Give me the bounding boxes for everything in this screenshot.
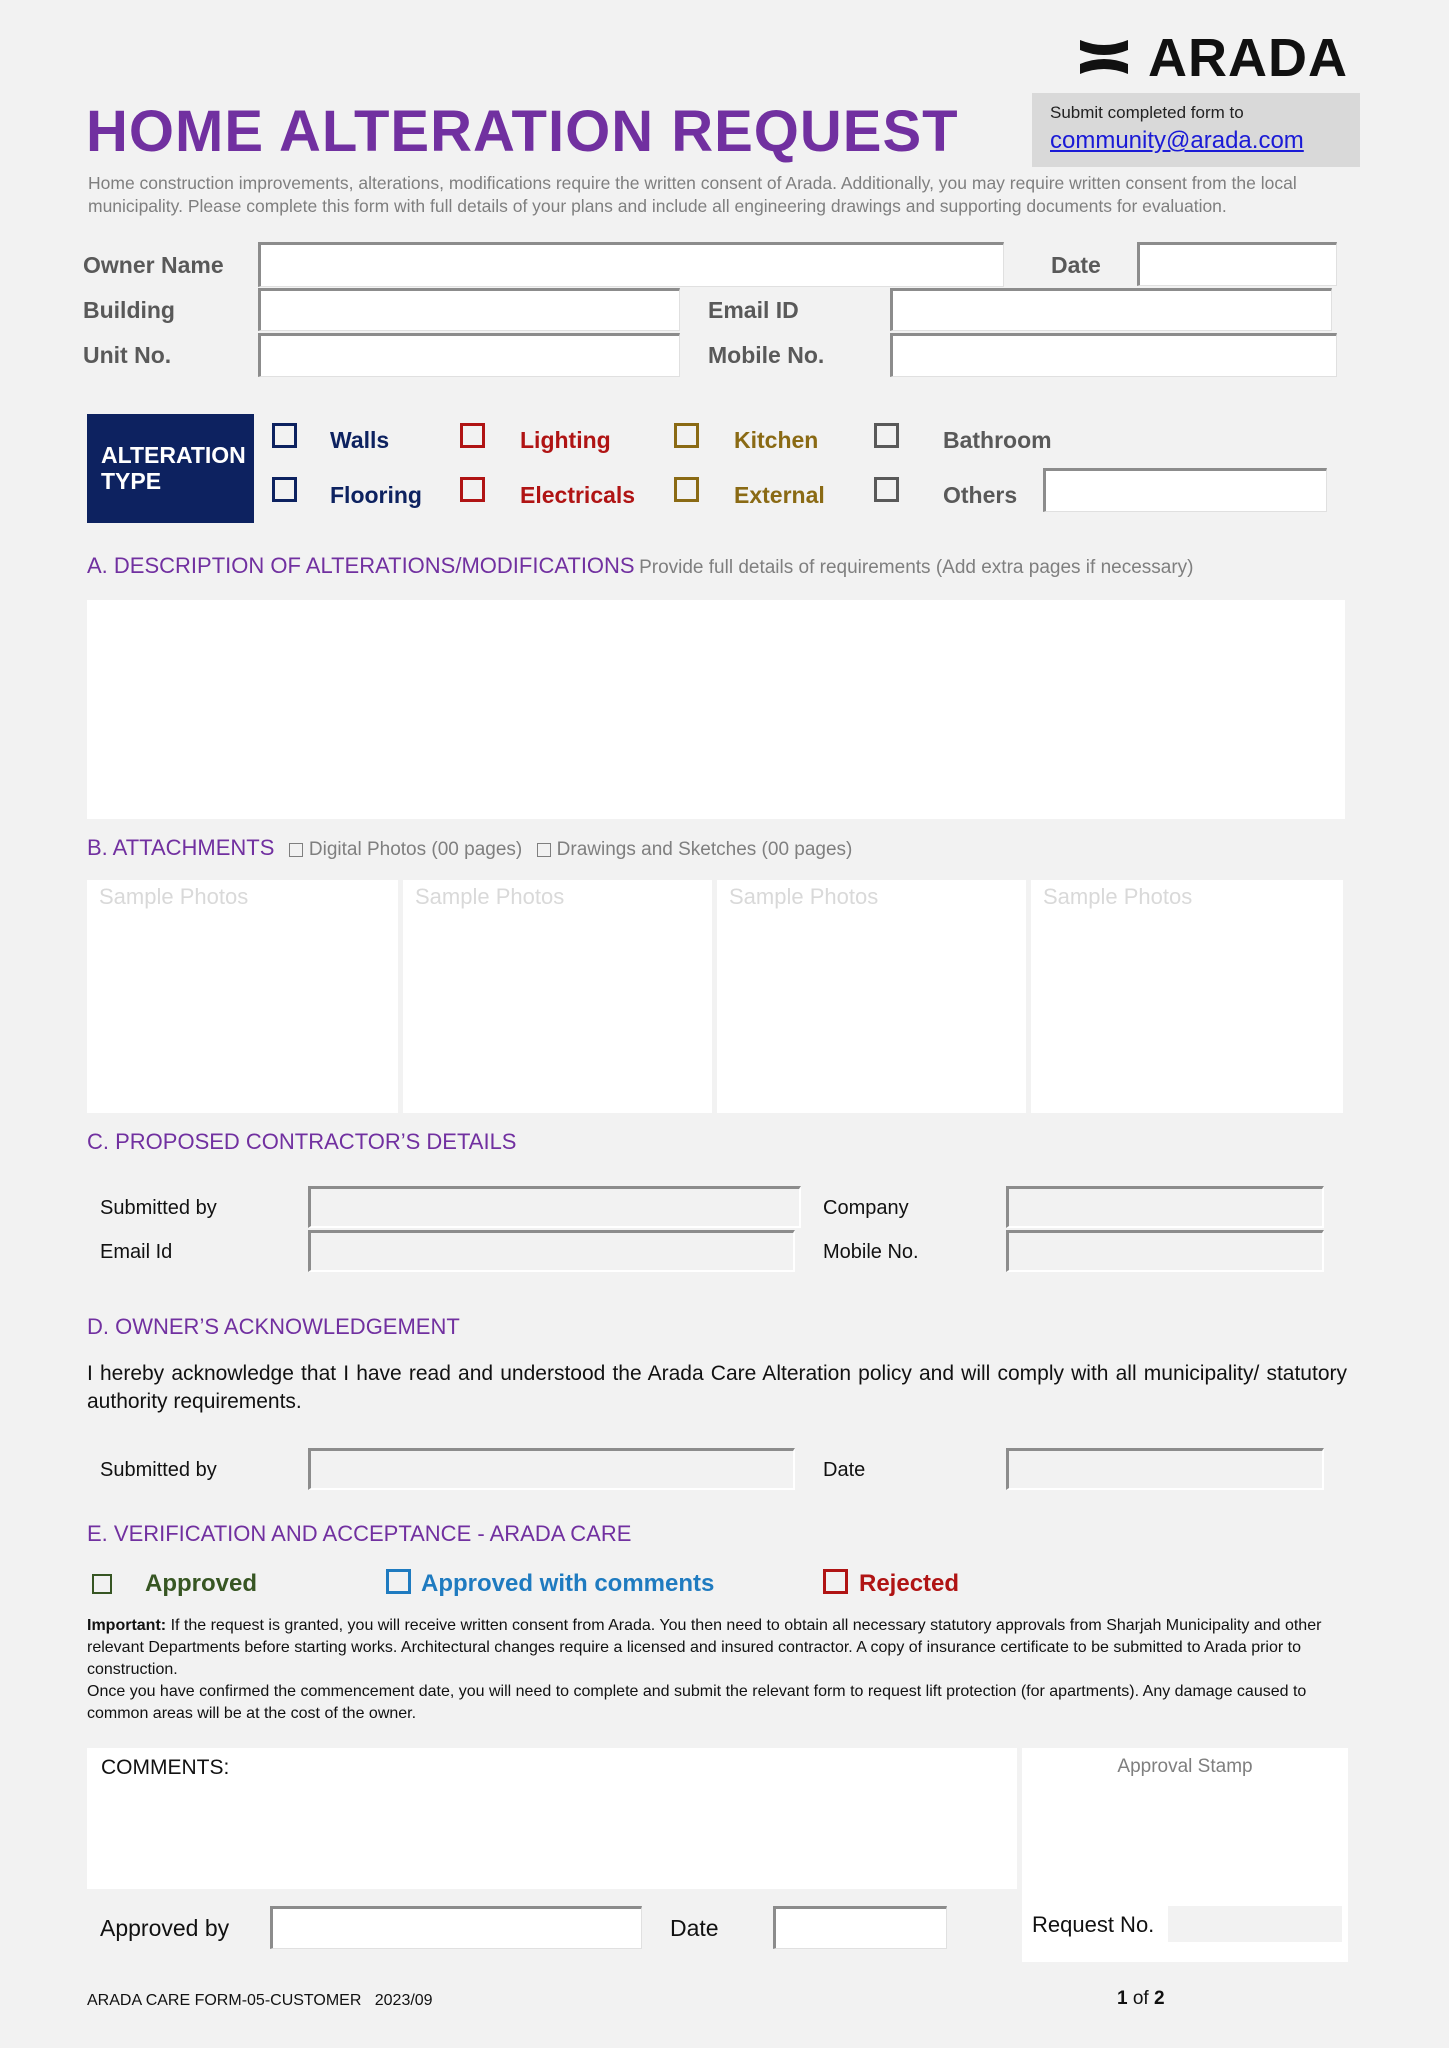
external-label: External: [734, 482, 825, 508]
drawings-option[interactable]: [537, 839, 853, 860]
mobile-no-label: Mobile No.: [708, 342, 825, 368]
photo-slot-2[interactable]: Sample Photos: [403, 880, 712, 1113]
owner-date-label: Date: [823, 1459, 866, 1481]
section-c-title: C. PROPOSED CONTRACTOR’S DETAILS: [87, 1129, 517, 1154]
walls-label: Walls: [330, 427, 390, 453]
rejected-label: Rejected: [859, 1570, 960, 1597]
comments-box[interactable]: [87, 1748, 1017, 1889]
contractor-mobile-field[interactable]: [1006, 1230, 1324, 1272]
request-no-field[interactable]: [1168, 1906, 1342, 1942]
date-field[interactable]: [1137, 242, 1337, 286]
comments-label: COMMENTS:: [101, 1756, 230, 1779]
page-of: of: [1132, 1988, 1149, 2009]
owner-name-label: Owner Name: [83, 252, 224, 278]
building-field[interactable]: [258, 288, 680, 331]
section-b-title: B. ATTACHMENTS: [87, 835, 275, 860]
page-title: HOME ALTERATION REQUEST: [86, 99, 959, 164]
unit-no-field[interactable]: [258, 333, 680, 377]
walls-checkbox[interactable]: [272, 423, 297, 448]
others-checkbox[interactable]: [874, 477, 899, 502]
kitchen-label: Kitchen: [734, 427, 819, 453]
submit-email-link[interactable]: community@arada.com: [1050, 127, 1304, 154]
flooring-checkbox[interactable]: [272, 477, 297, 502]
form-code: ARADA CARE FORM-05-CUSTOMER 2023/09: [87, 1992, 433, 2009]
approved-comments-checkbox[interactable]: [386, 1569, 411, 1594]
external-checkbox[interactable]: [674, 477, 699, 502]
acknowledgement-text: I hereby acknowledge that I have read and understood the Arada Care Alteration policy and will comply with all municipality/ statutory authority requirements.: [87, 1362, 1347, 1413]
approved-label: Approved: [145, 1570, 258, 1597]
approval-stamp-label: Approval Stamp: [1117, 1756, 1253, 1777]
request-no-label: Request No.: [1032, 1912, 1155, 1937]
owner-date-field[interactable]: [1006, 1448, 1324, 1490]
bathroom-checkbox[interactable]: [874, 423, 899, 448]
approved-checkbox[interactable]: [92, 1574, 112, 1594]
digital-photos-checkbox[interactable]: [289, 843, 303, 857]
logo-text: ARADA: [1148, 28, 1348, 88]
bathroom-label: Bathroom: [943, 427, 1052, 453]
approved-comments-label: Approved with comments: [421, 1570, 715, 1597]
digital-photos-label: Digital Photos (00 pages): [308, 839, 523, 860]
owner-name-field[interactable]: [258, 242, 1004, 287]
others-label: Others: [943, 482, 1018, 508]
drawings-checkbox[interactable]: [537, 843, 551, 857]
submit-box: [1032, 93, 1360, 167]
rejected-checkbox[interactable]: [823, 1569, 848, 1594]
intro-text: Home construction improvements, alterations, modifications require the written consent of Arada. Additionally, you may require written consent from the local municipality. Please complete this form with full details of your plans and include all engineering drawings and supporting documents for evaluation.: [88, 173, 1297, 216]
digital-photos-option[interactable]: [289, 839, 522, 860]
submit-label: Submit completed form to: [1050, 103, 1244, 122]
owner-submitted-field[interactable]: [308, 1448, 795, 1490]
contractor-mobile-label: Mobile No.: [823, 1241, 919, 1263]
approval-stamp-box: [1022, 1748, 1348, 1962]
company-label: Company: [823, 1197, 909, 1219]
contractor-submitted-label: Submitted by: [100, 1197, 217, 1219]
owner-submitted-label: Submitted by: [100, 1459, 217, 1481]
arada-logo: [1078, 30, 1358, 86]
description-textarea[interactable]: [87, 600, 1345, 819]
electricals-label: Electricals: [520, 482, 636, 508]
arada-logo-mark-icon: [1078, 36, 1130, 80]
lighting-label: Lighting: [520, 427, 611, 453]
contractor-email-field[interactable]: [308, 1230, 795, 1272]
flooring-label: Flooring: [330, 482, 422, 508]
drawings-label: Drawings and Sketches (00 pages): [556, 839, 853, 860]
contractor-submitted-field[interactable]: [308, 1186, 801, 1228]
electricals-checkbox[interactable]: [460, 477, 485, 502]
email-id-field[interactable]: [890, 288, 1332, 331]
mobile-no-field[interactable]: [890, 333, 1337, 377]
alteration-type-label: ALTERATION TYPE: [87, 414, 254, 523]
section-a-title: A. DESCRIPTION OF ALTERATIONS/MODIFICATIONS: [87, 553, 635, 578]
approval-date-field[interactable]: [773, 1906, 947, 1949]
approved-by-label: Approved by: [100, 1915, 230, 1941]
page-current: 1: [1117, 1988, 1128, 2009]
page-total: 2: [1154, 1988, 1165, 2009]
page-number: [1117, 1988, 1165, 2010]
important-notice: [87, 1615, 1357, 1725]
photo-slot-3[interactable]: Sample Photos: [717, 880, 1026, 1113]
photo-slot-1[interactable]: Sample Photos: [87, 880, 398, 1113]
email-id-label: Email ID: [708, 297, 799, 323]
approval-date-label: Date: [670, 1915, 719, 1941]
date-label: Date: [1051, 252, 1101, 278]
important-text: If the request is granted, you will receive written consent from Arada. You then need to obtain all necessary statutory approvals from Sharjah Municipality and other relevant Departments before starting works. Architectural changes require a licensed and insured contractor. A copy of insurance certificate to be submitted to Arada prior to construction.: [87, 1617, 1322, 1678]
contractor-email-label: Email Id: [100, 1241, 173, 1263]
unit-no-label: Unit No.: [83, 342, 172, 368]
section-a-note: Provide full details of requirements (Add extra pages if necessary): [639, 557, 1194, 578]
others-field[interactable]: [1043, 468, 1327, 512]
kitchen-checkbox[interactable]: [674, 423, 699, 448]
section-e-title: E. VERIFICATION AND ACCEPTANCE - ARADA CARE: [87, 1521, 632, 1546]
section-a-heading: [87, 553, 1194, 579]
building-label: Building: [83, 297, 175, 323]
important-text-2: Once you have confirmed the commencement date, you will need to complete and submit the relevant form to request lift protection (for apartments). Any damage caused to common areas will be at the cost of the owner.: [87, 1683, 1307, 1722]
company-field[interactable]: [1006, 1186, 1324, 1228]
photo-slot-4[interactable]: Sample Photos: [1031, 880, 1343, 1113]
section-b-heading: [87, 835, 852, 861]
approved-by-field[interactable]: [270, 1906, 642, 1949]
important-label: Important:: [87, 1617, 167, 1634]
section-d-title: D. OWNER’S ACKNOWLEDGEMENT: [87, 1314, 460, 1339]
lighting-checkbox[interactable]: [460, 423, 485, 448]
